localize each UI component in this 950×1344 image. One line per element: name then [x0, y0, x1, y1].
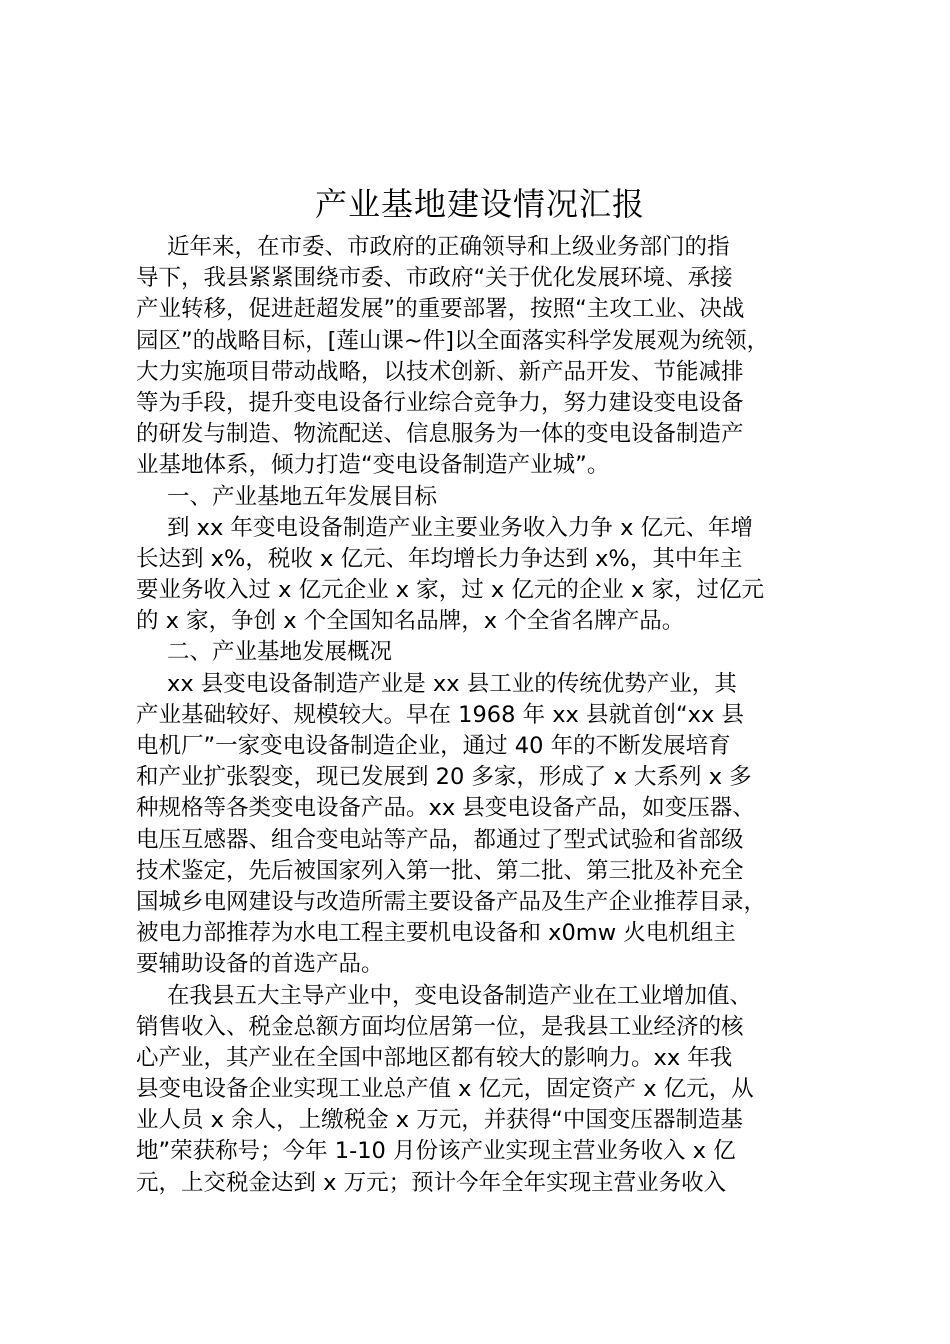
text-line: 业人员 x 余人，上缴税金 x 万元，并获得“中国变压器制造基: [136, 1107, 743, 1134]
text-line: 在我县五大主导产业中，变电设备制造产业在工业增加值、: [167, 982, 753, 1009]
text-line: 的研发与制造、物流配送、信息服务为一体的变电设备制造产: [136, 421, 744, 448]
text-line: 产业转移，促进赶超发展”的重要部署，按照“主攻工业、决战: [136, 296, 745, 323]
text-line: 二、产业基地发展概况: [167, 639, 393, 666]
text-line: 产业基础较好、规模较大。早在 1968 年 xx 县就首创“xx 县: [136, 701, 744, 728]
text-line: 地”荣获称号；今年 1-10 月份该产业实现主营业务收入 x 亿: [136, 1138, 736, 1165]
text-line: 和产业扩张裂变，现已发展到 20 多家，形成了 x 大系列 x 多: [136, 764, 752, 791]
text-line: 要辅助设备的首选产品。: [136, 951, 384, 978]
text-line: 国城乡电网建设与改造所需主要设备产品及生产企业推荐目录，: [136, 888, 767, 915]
text-line: 元，上交税金达到 x 万元；预计今年全年实现主营业务收入: [136, 1169, 727, 1196]
text-line: 电机厂”一家变电设备制造企业，通过 40 年的不断发展培育: [136, 733, 731, 759]
text-line: 销售收入、税金总额方面均位居第一位，是我县工业经济的核: [136, 1013, 744, 1040]
text-line: 技术鉴定，先后被国家列入第一批、第二批、第三批及补充全: [136, 857, 744, 884]
text-line: 一、产业基地五年发展目标: [167, 483, 438, 510]
text-line: 种规格等各类变电设备产品。xx 县变电设备产品，如变压器、: [136, 795, 755, 822]
text-line: 的 x 家，争创 x 个全国知名品牌，x 个全省名牌产品。: [136, 608, 685, 635]
text-line: 县变电设备企业实现工业总产值 x 亿元，固定资产 x 亿元，从: [136, 1076, 754, 1103]
text-line: 到 xx 年变电设备制造产业主要业务收入力争 x 亿元、年增: [167, 514, 754, 541]
text-line: 电压互感器、组合变电站等产品，都通过了型式试验和省部级: [136, 826, 744, 853]
document-body: [136, 232, 852, 1199]
text-line: 等为手段，提升变电设备行业综合竞争力，努力建设变电设备: [136, 389, 744, 416]
document-title: 产业基地建设情况汇报: [314, 185, 645, 223]
text-line: 心产业，其产业在全国中部地区都有较大的影响力。xx 年我: [136, 1044, 733, 1071]
text-line: 大力实施项目带动战略，以技术创新、新产品开发、节能减排: [136, 358, 744, 385]
text-line: 长达到 x%，税收 x 亿元、年均增长力争达到 x%，其中年主: [136, 545, 743, 572]
text-line: 近年来，在市委、市政府的正确领导和上级业务部门的指: [167, 234, 730, 260]
text-line: xx 县变电设备制造产业是 xx 县工业的传统优势产业，其: [167, 670, 737, 697]
text-line: 园区”的战略目标，[莲山课~件]以全面落实科学发展观为统领，: [136, 327, 770, 354]
text-line: 导下，我县紧紧围绕市委、市政府“关于优化发展环境、承接: [136, 265, 733, 292]
text-line: 要业务收入过 x 亿元企业 x 家，过 x 亿元的企业 x 家，过亿元: [136, 577, 764, 604]
text-line: 业基地体系，倾力打造“变电设备制造产业城”。: [136, 452, 610, 479]
text-line: 被电力部推荐为水电工程主要机电设备和 x0mw 火电机组主: [136, 920, 736, 947]
